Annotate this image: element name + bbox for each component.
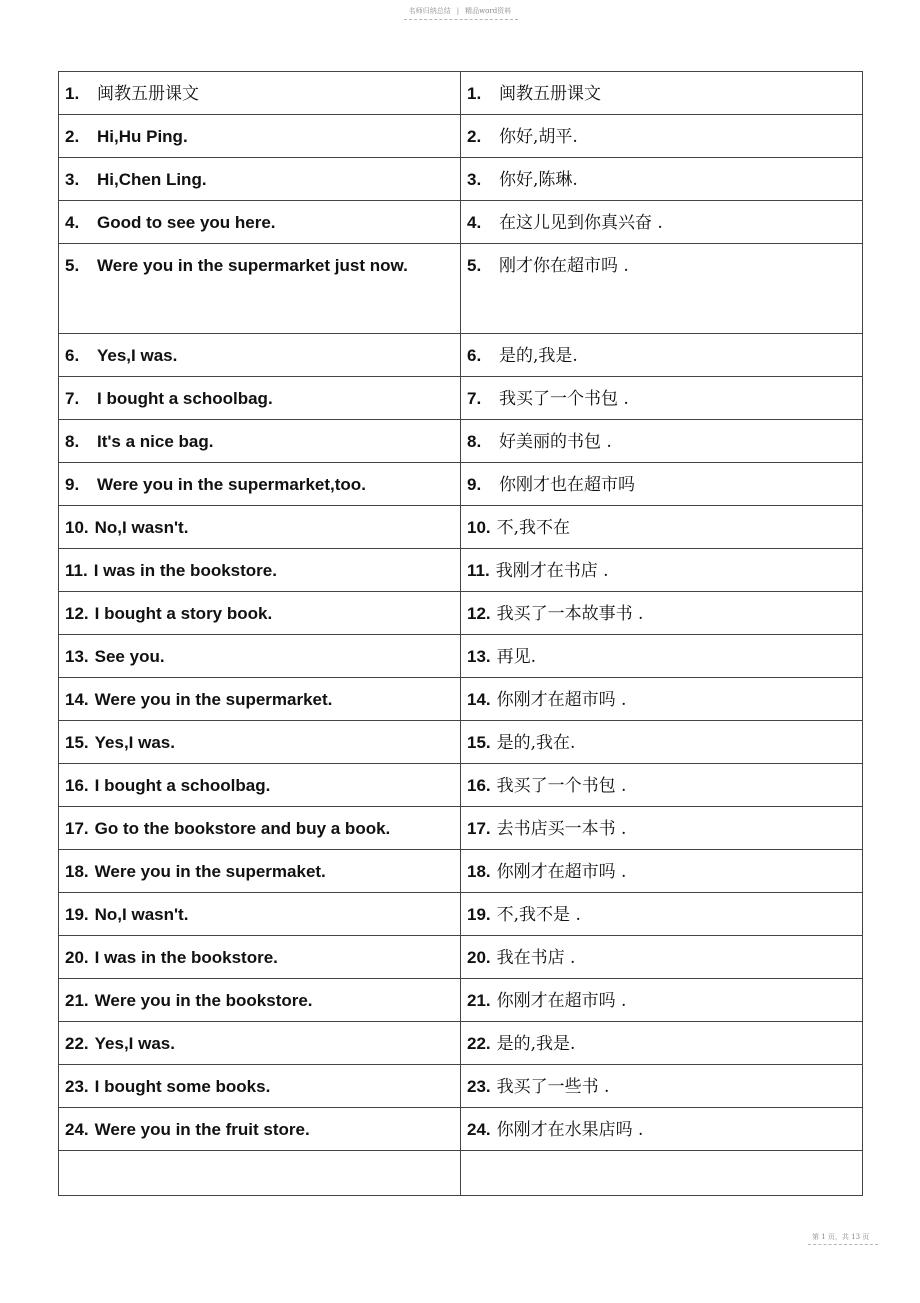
chinese-cell (461, 807, 863, 850)
english-cell-content (65, 635, 454, 668)
english-sentence: Yes,I was. (97, 346, 178, 365)
table-row (59, 420, 863, 463)
english-sentence: I bought a schoolbag. (94, 776, 271, 795)
english-sentence: Were you in the fruit store. (94, 1120, 310, 1139)
chinese-line-number: 8. (467, 432, 482, 451)
english-cell (59, 420, 461, 463)
english-line-number: 11. (65, 561, 88, 580)
chinese-cell (461, 1022, 863, 1065)
chinese-cell (461, 420, 863, 463)
chinese-line-number: 22. (467, 1034, 491, 1053)
english-cell (59, 764, 461, 807)
chinese-cell (461, 506, 863, 549)
bilingual-text-table (58, 71, 863, 1196)
table-row (59, 936, 863, 979)
english-line-number: 2. (65, 127, 80, 146)
english-cell (59, 334, 461, 377)
chinese-cell (461, 635, 863, 678)
chinese-cell (461, 377, 863, 420)
chinese-sentence: 你刚才在超市吗 . (496, 991, 627, 1011)
chinese-sentence: 我在书店 . (496, 948, 576, 968)
chinese-line-number: 6. (467, 346, 482, 365)
english-cell (59, 158, 461, 201)
chinese-line-number: 7. (467, 389, 482, 408)
english-cell (59, 635, 461, 678)
english-cell (59, 1108, 461, 1151)
page-number: 第 1 页，共 13 页 (812, 1233, 870, 1241)
english-line-number: 20. (65, 948, 89, 967)
english-sentence: See you. (94, 647, 165, 666)
chinese-cell (461, 201, 863, 244)
chinese-cell-content (467, 377, 856, 410)
chinese-line-number: 20. (467, 948, 491, 967)
english-cell (59, 678, 461, 721)
english-cell (59, 244, 461, 334)
chinese-line-number: 16. (467, 776, 491, 795)
english-cell-content (65, 201, 454, 234)
chinese-cell-content (467, 893, 856, 926)
english-cell-content (65, 463, 454, 496)
english-line-number: 6. (65, 346, 80, 365)
english-cell (59, 721, 461, 764)
footer-dotted-rule (808, 1244, 878, 1245)
english-cell-content (65, 334, 454, 367)
english-cell-content (65, 807, 454, 840)
chinese-cell-content (467, 506, 856, 539)
english-line-number: 12. (65, 604, 89, 623)
header-left-text: 名师归纳总结 (408, 7, 451, 15)
chinese-line-number: 11. (467, 561, 490, 580)
chinese-cell-content (467, 635, 856, 668)
english-sentence: No,I wasn't. (94, 518, 189, 537)
english-line-number: 14. (65, 690, 89, 709)
chinese-sentence: 你好,陈琳. (499, 170, 578, 190)
chinese-sentence: 我买了一些书 . (496, 1077, 610, 1097)
english-cell (59, 549, 461, 592)
english-cell (59, 115, 461, 158)
table-row (59, 506, 863, 549)
chinese-line-number: 21. (467, 991, 491, 1010)
english-line-number: 10. (65, 518, 89, 537)
empty-table-row (59, 1151, 863, 1196)
chinese-cell-content (467, 1065, 856, 1098)
table-row (59, 115, 863, 158)
english-sentence: Good to see you here. (97, 213, 276, 232)
header-right-text: 精品word资料 (465, 7, 512, 15)
chinese-cell (461, 158, 863, 201)
chinese-line-number: 3. (467, 170, 482, 189)
chinese-line-number: 4. (467, 213, 482, 232)
english-sentence: I bought some books. (94, 1077, 271, 1096)
english-cell-content (65, 115, 454, 148)
english-cell (59, 1022, 461, 1065)
english-cell-content (65, 850, 454, 883)
english-cell (59, 979, 461, 1022)
table-row (59, 549, 863, 592)
chinese-line-number: 12. (467, 604, 491, 623)
header-divider: | (456, 7, 460, 15)
english-sentence: Were you in the supermarket. (94, 690, 333, 709)
english-cell-content (65, 592, 454, 625)
english-line-number: 17. (65, 819, 89, 838)
english-cell (59, 807, 461, 850)
english-cell (59, 506, 461, 549)
chinese-cell-content (467, 158, 856, 191)
english-line-number: 7. (65, 389, 80, 408)
chinese-cell-content (467, 244, 856, 277)
table-row (59, 72, 863, 115)
english-cell-content (65, 893, 454, 926)
chinese-cell (461, 678, 863, 721)
english-line-number: 18. (65, 862, 89, 881)
chinese-sentence: 刚才你在超市吗 . (499, 256, 629, 276)
chinese-sentence: 是的,我是. (499, 346, 578, 366)
english-line-number: 23. (65, 1077, 89, 1096)
english-line-number: 9. (65, 475, 80, 494)
english-cell (59, 850, 461, 893)
english-cell-content (65, 549, 454, 582)
chinese-sentence: 是的,我是. (496, 1034, 576, 1054)
english-cell-content (65, 979, 454, 1012)
english-cell-content (65, 420, 454, 453)
chinese-sentence: 我刚才在书店 . (495, 561, 609, 581)
chinese-sentence: 在这儿见到你真兴奋 . (499, 213, 663, 233)
empty-cell (59, 1151, 461, 1196)
chinese-cell-content (467, 420, 856, 453)
english-cell-content (65, 764, 454, 797)
english-sentence: Hi,Hu Ping. (97, 127, 188, 146)
table-row (59, 678, 863, 721)
chinese-cell (461, 893, 863, 936)
english-sentence: Were you in the supermarket,too. (97, 475, 366, 494)
english-sentence: I was in the bookstore. (93, 561, 277, 580)
english-line-number: 13. (65, 647, 89, 666)
english-line-number: 3. (65, 170, 80, 189)
chinese-sentence: 你好,胡平. (499, 127, 578, 147)
english-cell-content (65, 72, 454, 105)
english-sentence: I was in the bookstore. (94, 948, 278, 967)
english-sentence: I bought a story book. (94, 604, 273, 623)
chinese-cell (461, 115, 863, 158)
chinese-sentence: 我买了一个书包 . (496, 776, 627, 796)
table-row (59, 592, 863, 635)
english-cell-content (65, 1065, 454, 1098)
chinese-sentence: 你刚才也在超市吗 (499, 475, 635, 495)
chinese-sentence: 我买了一本故事书 . (496, 604, 644, 624)
table-body (59, 72, 863, 1196)
chinese-cell (461, 244, 863, 334)
english-line-number: 21. (65, 991, 89, 1010)
chinese-cell (461, 334, 863, 377)
chinese-cell-content (467, 334, 856, 367)
chinese-cell-content (467, 201, 856, 234)
english-sentence: Yes,I was. (94, 1034, 175, 1053)
english-sentence: I bought a schoolbag. (97, 389, 273, 408)
chinese-sentence: 不,我不在 (496, 518, 571, 538)
chinese-cell-content (467, 549, 856, 582)
chinese-line-number: 15. (467, 733, 491, 752)
chinese-cell-content (467, 592, 856, 625)
header-dotted-rule (404, 19, 518, 20)
chinese-cell (461, 850, 863, 893)
chinese-sentence: 不,我不是 . (496, 905, 581, 925)
page-header (0, 6, 920, 16)
english-cell (59, 201, 461, 244)
table-row (59, 893, 863, 936)
chinese-sentence: 你刚才在超市吗 . (496, 862, 627, 882)
chinese-cell (461, 1065, 863, 1108)
chinese-cell-content (467, 1108, 856, 1141)
english-line-number: 19. (65, 905, 89, 924)
chinese-cell-content (467, 721, 856, 754)
chinese-cell (461, 592, 863, 635)
chinese-cell-content (467, 72, 856, 105)
chinese-sentence: 我买了一个书包 . (499, 389, 629, 409)
table-row (59, 158, 863, 201)
english-line-number: 16. (65, 776, 89, 795)
chinese-line-number: 10. (467, 518, 491, 537)
chinese-cell-content (467, 850, 856, 883)
empty-cell (461, 1151, 863, 1196)
table-row (59, 201, 863, 244)
table-row (59, 1065, 863, 1108)
table-row (59, 807, 863, 850)
chinese-sentence: 你刚才在水果店吗 . (496, 1120, 644, 1140)
english-cell (59, 463, 461, 506)
english-cell-content (65, 678, 454, 711)
english-cell-content (65, 377, 454, 410)
table-row (59, 721, 863, 764)
chinese-sentence: 你刚才在超市吗 . (496, 690, 627, 710)
chinese-cell (461, 463, 863, 506)
chinese-cell (461, 721, 863, 764)
chinese-sentence: 去书店买一本书 . (496, 819, 627, 839)
chinese-line-number: 14. (467, 690, 491, 709)
english-cell-content (65, 1108, 454, 1141)
english-sentence: Go to the bookstore and buy a book. (94, 819, 391, 838)
table-row (59, 764, 863, 807)
english-sentence: Yes,I was. (94, 733, 175, 752)
english-cell-content (65, 244, 454, 288)
chinese-cell-content (467, 678, 856, 711)
table-row (59, 244, 863, 334)
english-cell-content (65, 506, 454, 539)
english-cell-content (65, 721, 454, 754)
chinese-sentence: 好美丽的书包 . (499, 432, 612, 452)
chinese-cell-content (467, 807, 856, 840)
english-line-number: 1. (65, 84, 80, 103)
chinese-cell-content (467, 1022, 856, 1055)
english-line-number: 24. (65, 1120, 89, 1139)
chinese-sentence: 闽教五册课文 (499, 84, 601, 104)
chinese-cell (461, 72, 863, 115)
chinese-line-number: 19. (467, 905, 491, 924)
chinese-line-number: 18. (467, 862, 491, 881)
chinese-cell (461, 979, 863, 1022)
english-cell-content (65, 936, 454, 969)
english-sentence: 闽教五册课文 (97, 84, 199, 104)
chinese-line-number: 1. (467, 84, 482, 103)
table-row (59, 979, 863, 1022)
english-line-number: 8. (65, 432, 80, 451)
english-cell (59, 1065, 461, 1108)
english-sentence: Were you in the supermaket. (94, 862, 326, 881)
english-sentence: Were you in the bookstore. (94, 991, 313, 1010)
chinese-sentence: 是的,我在. (496, 733, 576, 753)
english-cell (59, 377, 461, 420)
english-line-number: 22. (65, 1034, 89, 1053)
chinese-line-number: 17. (467, 819, 491, 838)
chinese-line-number: 23. (467, 1077, 491, 1096)
english-sentence: It's a nice bag. (97, 432, 214, 451)
table-row (59, 635, 863, 678)
chinese-cell-content (467, 463, 856, 496)
chinese-cell-content (467, 979, 856, 1012)
table-row (59, 1022, 863, 1065)
english-cell (59, 72, 461, 115)
chinese-line-number: 5. (467, 256, 482, 275)
english-line-number: 15. (65, 733, 89, 752)
chinese-cell-content (467, 115, 856, 148)
english-sentence: Hi,Chen Ling. (97, 170, 207, 189)
chinese-line-number: 24. (467, 1120, 491, 1139)
chinese-line-number: 9. (467, 475, 482, 494)
english-line-number: 4. (65, 213, 80, 232)
english-sentence: Were you in the supermarket just now. (97, 256, 408, 275)
table-row (59, 377, 863, 420)
english-cell-content (65, 158, 454, 191)
chinese-cell (461, 764, 863, 807)
chinese-sentence: 再见. (496, 647, 537, 667)
chinese-cell-content (467, 936, 856, 969)
table-row (59, 463, 863, 506)
chinese-cell (461, 936, 863, 979)
english-cell (59, 893, 461, 936)
english-cell (59, 936, 461, 979)
english-sentence: No,I wasn't. (94, 905, 189, 924)
table-row (59, 850, 863, 893)
chinese-cell (461, 1108, 863, 1151)
chinese-cell (461, 549, 863, 592)
chinese-line-number: 2. (467, 127, 482, 146)
english-cell-content (65, 1022, 454, 1055)
table-row (59, 334, 863, 377)
chinese-line-number: 13. (467, 647, 491, 666)
chinese-cell-content (467, 764, 856, 797)
english-cell (59, 592, 461, 635)
table-row (59, 1108, 863, 1151)
english-line-number: 5. (65, 256, 80, 275)
